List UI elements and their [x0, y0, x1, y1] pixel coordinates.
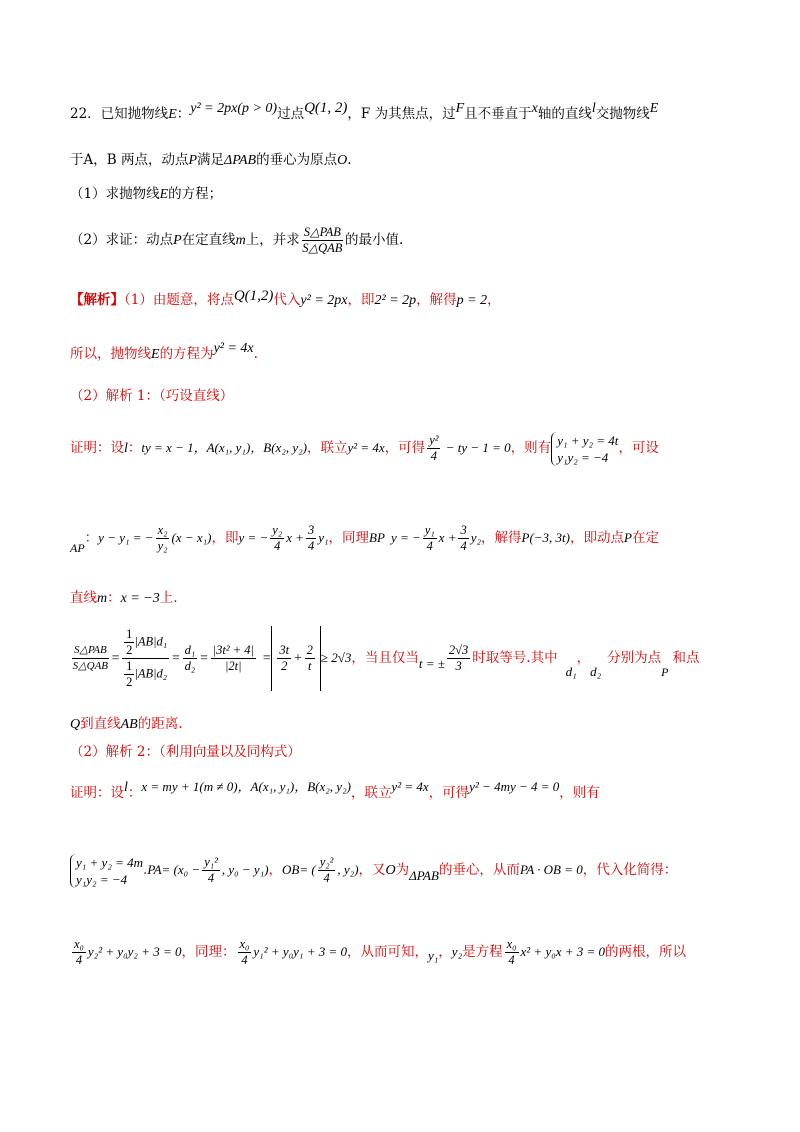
- text: ，解得: [416, 292, 457, 308]
- method-1-line-3: [70, 588, 760, 609]
- equation: = (x₀ −: [161, 862, 201, 877]
- fraction-denominator: S△QAB: [72, 660, 109, 672]
- text: ，可得: [384, 440, 426, 456]
- fraction-denominator: t: [307, 659, 312, 673]
- equation: y₁: [318, 530, 329, 545]
- area-formula-fraction: [122, 627, 169, 690]
- equation: x = my + 1(m ≠ 0): [141, 779, 238, 794]
- fraction-numerator: S△PAB: [72, 643, 109, 659]
- parabola-result: y² = 4x: [213, 341, 254, 356]
- equation: p = 2: [456, 293, 488, 308]
- inequality: ≥ 2√3: [320, 650, 352, 665]
- text: ，: [438, 944, 452, 960]
- var-d2: d₂: [590, 664, 602, 679]
- solution-tag: 【解析】: [70, 292, 124, 308]
- line-BP: BP: [369, 530, 385, 545]
- fraction-numerator: x₀: [74, 937, 84, 951]
- equation: = (: [299, 862, 316, 877]
- fraction-denominator: y₂: [157, 539, 168, 553]
- text: 满足: [197, 152, 225, 168]
- var-P: P: [173, 233, 182, 248]
- equals: =: [261, 651, 272, 666]
- text: ：: [127, 785, 142, 801]
- problem-number: 22．已知抛物线: [70, 106, 169, 122]
- equals: =: [171, 651, 181, 666]
- fraction-x0-4: [238, 937, 252, 968]
- equals: =: [110, 651, 121, 666]
- text: ，联立: [350, 785, 392, 801]
- equation: t = ±: [418, 656, 445, 671]
- text: 在定直线: [181, 232, 236, 248]
- text: ，F 为其焦点，过: [347, 106, 456, 122]
- text: ，可设: [618, 440, 659, 456]
- fraction-numerator: y₁: [424, 523, 435, 537]
- method-1-line-1: [70, 420, 760, 476]
- fraction-numerator: 1: [126, 659, 133, 673]
- text: 的最小值.: [344, 232, 404, 248]
- system-row: y₁ + y₂ = 4t: [557, 432, 619, 448]
- text: ，则有: [559, 785, 600, 801]
- text: ，即动点: [570, 530, 624, 546]
- fraction-y1-4: [423, 523, 437, 554]
- equation-system: [70, 854, 143, 888]
- line-AB: AB: [120, 717, 138, 732]
- colon: ：: [176, 106, 191, 122]
- text: .: [347, 152, 352, 168]
- text: ，: [268, 862, 283, 878]
- text: ，则有: [510, 440, 552, 456]
- text: .: [143, 862, 148, 878]
- fraction-3-4: [458, 523, 468, 554]
- question-2: [70, 220, 760, 260]
- point-Q: Q(1, 2): [304, 100, 348, 116]
- method-1-line-2: [70, 516, 760, 560]
- equation: y₁² + y₀y₁ + 3 = 0: [253, 944, 347, 959]
- point-A: ，A(x₁, y₁): [237, 779, 295, 794]
- text: ，解得: [481, 530, 522, 546]
- text: （2）解析 1：（巧设直线）: [70, 388, 234, 404]
- d-ratio: [183, 643, 198, 674]
- system-row: y₁ + y₂ = 4m: [76, 854, 144, 870]
- fraction-y2-over-4: [427, 433, 440, 464]
- solution-line-2: [70, 341, 760, 365]
- var-E: E: [168, 107, 177, 122]
- text: ，同理: [328, 530, 370, 546]
- fraction-numerator: y₂²: [319, 855, 334, 869]
- text: （2）求证：动点: [70, 232, 174, 248]
- fraction-denominator: 4: [508, 953, 515, 967]
- var-y1: y₁: [428, 948, 439, 963]
- text: 和点: [672, 650, 700, 666]
- fraction-numerator: d₁: [184, 643, 196, 657]
- solution-line-1: [70, 290, 760, 311]
- plus: +: [293, 651, 303, 666]
- text: ，可得: [428, 785, 470, 801]
- point-B: ，B(x₂, y₂): [294, 779, 351, 794]
- equation: y² = 2px: [300, 293, 348, 308]
- fraction-numerator: y₂: [272, 523, 283, 537]
- text: 到直线: [80, 716, 121, 732]
- text: 时取等号.其中: [472, 650, 558, 666]
- equation: x +: [286, 530, 304, 545]
- area-ratio-fraction: [302, 225, 343, 256]
- text: ，同理：: [181, 944, 236, 960]
- var-P: P: [188, 153, 198, 168]
- equation: (x − x₁): [171, 530, 212, 545]
- fraction-t-value: [447, 643, 470, 674]
- text: ，从而可知，: [347, 944, 428, 960]
- var-d1: d₁: [565, 664, 577, 679]
- equation: ty = x − 1: [141, 440, 194, 455]
- half: [124, 627, 134, 658]
- text: 代入: [273, 292, 301, 308]
- fraction-x2-y2: [156, 523, 170, 554]
- text: 的距离.: [137, 716, 183, 732]
- text: 的垂心为原点: [256, 152, 338, 168]
- text: 的两根，所以: [605, 944, 687, 960]
- text: ，又: [358, 862, 386, 878]
- text: 过点: [277, 106, 305, 122]
- equation: x +: [438, 530, 457, 545]
- fraction-denominator: 4: [426, 539, 433, 553]
- dot-product: PA · OB = 0: [519, 862, 583, 877]
- equation: x = −3: [120, 591, 160, 606]
- fraction-numerator: 2: [306, 643, 313, 657]
- fraction-denominator: 4: [274, 539, 281, 553]
- var-O: O: [385, 863, 396, 878]
- text: 轴的直线: [537, 106, 592, 122]
- fraction-numerator: S△PAB: [303, 225, 341, 239]
- fraction-numerator: |3t² + 4|: [212, 643, 254, 657]
- equation: x² + y₀x + 3 = 0: [520, 944, 606, 959]
- fraction-numerator: y₁²: [204, 855, 218, 869]
- var-m: m: [97, 591, 108, 606]
- text: 在定: [631, 530, 659, 546]
- system-row: y₁y₂ = −4: [76, 871, 128, 887]
- var-P: P: [624, 530, 632, 545]
- system-row: y₁y₂ = −4: [557, 449, 609, 465]
- fraction-denominator: 4: [241, 953, 248, 967]
- fraction-numerator: x₀: [506, 937, 517, 951]
- equation: y² − 4my − 4 = 0: [469, 779, 560, 794]
- question-1: [70, 184, 760, 205]
- equation: , y₀ − y₁): [221, 862, 269, 877]
- var-l: l: [591, 101, 596, 116]
- area-ratio: [72, 643, 109, 674]
- text: 为: [395, 862, 410, 878]
- var-m: m: [235, 233, 246, 248]
- method-2-line-1: [70, 778, 760, 808]
- text: 于A，B 两点，动点: [70, 152, 189, 168]
- fraction-denominator: [122, 659, 169, 690]
- text: 的垂心，从而: [438, 862, 520, 878]
- term: |AB|d₁: [134, 634, 168, 649]
- fraction-denominator: 4: [460, 539, 467, 553]
- fraction-numerator: y²: [429, 433, 439, 447]
- text: .: [253, 346, 258, 362]
- text: 交抛物线: [595, 106, 650, 122]
- method-1-line-4: [70, 626, 760, 690]
- triangle-PAB: ΔPAB: [224, 153, 257, 168]
- point-P: P(−3, 3t): [521, 530, 570, 545]
- text: ：: [127, 440, 142, 456]
- half: [124, 659, 134, 690]
- equation: y = −: [390, 530, 421, 545]
- fraction-y2-4: [270, 523, 284, 554]
- text: ，联立: [306, 440, 348, 456]
- equation: y₂: [470, 530, 482, 545]
- text: ，即: [347, 292, 375, 308]
- text: （1）由题意，将点: [124, 292, 234, 308]
- fraction-denominator: S△QAB: [302, 241, 343, 255]
- equation-system: [551, 432, 618, 466]
- equation: y − y₁ = −: [98, 530, 154, 545]
- fraction-numerator: 3: [308, 523, 315, 537]
- text: 的方程为: [159, 346, 214, 362]
- var-P: P: [661, 665, 669, 679]
- text: 分别为点: [607, 650, 662, 666]
- fraction-numerator: 1: [126, 627, 133, 641]
- fraction-numerator: x₂: [157, 523, 168, 537]
- var-y2: y₂: [451, 944, 463, 959]
- text: （1）求抛物线: [70, 186, 160, 202]
- equation: , y₂): [337, 862, 359, 877]
- text: ：: [107, 590, 121, 606]
- method-2-title: [70, 742, 760, 762]
- var-F: F: [455, 101, 465, 116]
- fraction-x0-4: [72, 937, 86, 968]
- fraction-numerator: 3: [460, 523, 467, 537]
- text: ，: [576, 650, 591, 666]
- fraction-numerator: 2√3: [448, 643, 469, 657]
- fraction-numerator: x₀: [239, 937, 250, 951]
- fraction-denominator: d₂: [184, 659, 196, 673]
- fraction-2-t: [305, 643, 315, 674]
- fraction-3t-2: [277, 643, 291, 674]
- text: 的方程；: [168, 186, 223, 202]
- var-E: E: [159, 187, 169, 202]
- var-E: E: [649, 101, 659, 116]
- problem-line-2: [70, 150, 760, 171]
- equation: 2² = 2p: [374, 293, 417, 308]
- equation: y² = 4x: [391, 779, 429, 794]
- text: ：: [84, 530, 99, 546]
- text: 上.: [159, 590, 178, 606]
- var-x: x: [531, 101, 538, 116]
- text: ，: [487, 292, 501, 308]
- equation: y₂² + y₀y₂ + 3 = 0: [87, 944, 182, 959]
- method-2-line-2: [70, 848, 760, 892]
- text: 证明：设: [70, 440, 124, 456]
- fraction-y2sq-4: [318, 855, 336, 886]
- text: 且不垂直于: [464, 106, 532, 122]
- var-l: l: [124, 780, 128, 795]
- fraction-denominator: 4: [207, 871, 215, 885]
- equation: − ty − 1 = 0: [442, 440, 511, 455]
- line-AP: AP: [70, 541, 85, 555]
- parabola-equation: y² = 2px(p > 0): [190, 101, 278, 116]
- text: （2）解析 2：（利用向量以及同构式）: [70, 744, 301, 760]
- point-Q: Q(1,2): [233, 288, 274, 304]
- text: ，代入化简得：: [582, 862, 678, 878]
- fraction-denominator: 2: [126, 643, 133, 657]
- fraction-3-4: [306, 523, 316, 554]
- fraction-denominator: 4: [430, 449, 437, 463]
- problem-line-1: [70, 100, 760, 125]
- point-B: ，B(x₂, y₂): [250, 440, 307, 455]
- fraction-denominator: 4: [308, 539, 315, 553]
- equation: y = −: [238, 530, 269, 545]
- point-A: ，A(x₁, y₁): [193, 440, 251, 455]
- t-ratio: [211, 643, 256, 674]
- var-O: O: [337, 153, 348, 168]
- var-E: E: [151, 347, 160, 362]
- fraction-numerator: 3t: [279, 643, 290, 657]
- fraction-denominator: |2t|: [225, 659, 242, 673]
- var-Q: Q: [70, 717, 81, 732]
- text: 是方程: [462, 944, 503, 960]
- text: 直线: [70, 590, 97, 606]
- fraction-denominator: 2: [281, 659, 288, 673]
- vector-PA: PA: [147, 862, 162, 877]
- method-2-line-3: [70, 932, 760, 972]
- fraction-denominator: 2: [126, 675, 133, 689]
- text: ，即: [211, 530, 239, 546]
- var-l: l: [124, 441, 128, 456]
- fraction-denominator: 4: [75, 953, 83, 967]
- absolute-value: [271, 626, 320, 691]
- fraction-x0-4: [505, 937, 519, 968]
- fraction-denominator: 3: [455, 659, 462, 673]
- term: |AB|d₂: [134, 666, 168, 681]
- fraction-numerator: [122, 627, 169, 659]
- text: 所以，抛物线: [70, 346, 151, 362]
- vector-OB: OB: [282, 862, 300, 877]
- method-1-line-5: [70, 714, 760, 735]
- equals: =: [199, 651, 209, 666]
- text: 上，并求: [245, 232, 300, 248]
- equation: y² = 4x: [347, 440, 385, 455]
- text: 证明：设: [70, 785, 124, 801]
- fraction-y1sq-4: [202, 855, 220, 886]
- text: ，当且仅当: [351, 650, 419, 666]
- method-1-title: [70, 386, 760, 406]
- triangle-PAB: ΔPAB: [409, 868, 439, 883]
- fraction-denominator: 4: [323, 871, 330, 885]
